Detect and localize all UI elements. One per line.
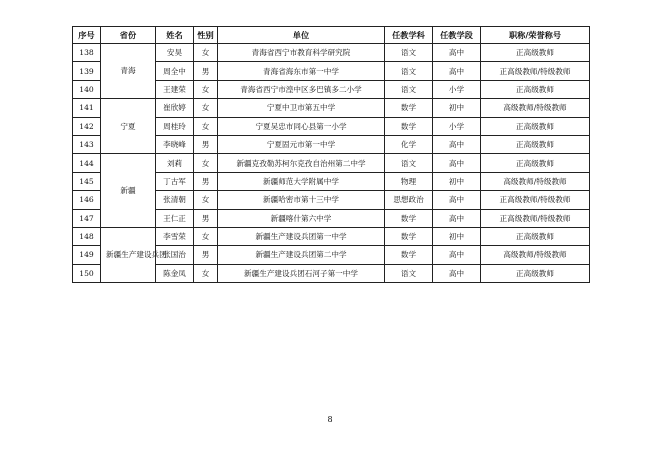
cell-subject: 数学 [385, 209, 433, 227]
cell-name: 张国治 [156, 246, 194, 264]
cell-stage: 高中 [433, 264, 481, 282]
province-label: 新疆生产建设兵团 [106, 250, 167, 260]
cell-seq: 147 [73, 209, 101, 227]
cell-title: 高级教师/特级教师 [481, 99, 590, 117]
header-province: 省份 [101, 27, 156, 44]
cell-title: 正高级教师 [481, 117, 590, 135]
cell-title: 正高级教师 [481, 264, 590, 282]
cell-unit: 宁夏中卫市第五中学 [218, 99, 385, 117]
table-header-row [73, 27, 590, 44]
cell-name: 崔欣婷 [156, 99, 194, 117]
cell-subject: 化学 [385, 135, 433, 153]
cell-seq: 143 [73, 135, 101, 153]
cell-subject: 数学 [385, 99, 433, 117]
cell-stage: 高中 [433, 246, 481, 264]
cell-province [101, 227, 167, 282]
table-row [73, 227, 590, 245]
cell-name: 周桂玲 [156, 117, 194, 135]
header-name: 姓名 [156, 27, 194, 44]
header-stage: 任教学段 [433, 27, 481, 44]
cell-gender: 男 [194, 62, 218, 80]
cell-subject: 数学 [385, 117, 433, 135]
cell-province [101, 44, 156, 99]
cell-seq: 145 [73, 172, 101, 190]
cell-name: 周全中 [156, 62, 194, 80]
cell-gender: 女 [194, 191, 218, 209]
cell-province [101, 154, 156, 228]
cell-subject: 数学 [385, 246, 433, 264]
table-row [73, 154, 590, 172]
province-label: 青海 [120, 66, 136, 76]
header-seq: 序号 [73, 27, 101, 44]
cell-gender: 女 [194, 80, 218, 98]
table-row [73, 99, 590, 117]
table-body [73, 44, 590, 283]
cell-title: 正高级教师 [481, 154, 590, 172]
cell-stage: 高中 [433, 62, 481, 80]
cell-unit: 宁夏固元市第一中学 [218, 135, 385, 153]
cell-subject: 语文 [385, 264, 433, 282]
cell-stage: 小学 [433, 80, 481, 98]
cell-subject: 语文 [385, 80, 433, 98]
cell-stage: 初中 [433, 172, 481, 190]
cell-unit: 新疆生产建设兵团第一中学 [218, 227, 385, 245]
cell-gender: 女 [194, 44, 218, 62]
cell-unit: 宁夏吴忠市同心县第一小学 [218, 117, 385, 135]
cell-title: 正高级教师/特级教师 [481, 209, 590, 227]
header-title: 职称/荣誉称号 [481, 27, 590, 44]
cell-subject: 语文 [385, 62, 433, 80]
cell-gender: 女 [194, 264, 218, 282]
province-label: 宁夏 [120, 121, 136, 131]
cell-title: 正高级教师/特级教师 [481, 191, 590, 209]
cell-stage: 初中 [433, 99, 481, 117]
cell-unit: 新疆生产建设兵团石河子第一中学 [218, 264, 385, 282]
header-unit: 单位 [218, 27, 385, 44]
cell-seq: 146 [73, 191, 101, 209]
cell-stage: 高中 [433, 209, 481, 227]
cell-seq: 150 [73, 264, 101, 282]
cell-gender: 男 [194, 172, 218, 190]
cell-stage: 初中 [433, 227, 481, 245]
cell-subject: 语文 [385, 154, 433, 172]
cell-title: 正高级教师 [481, 44, 590, 62]
cell-stage: 高中 [433, 154, 481, 172]
cell-gender: 男 [194, 135, 218, 153]
cell-subject: 数学 [385, 227, 433, 245]
cell-stage: 小学 [433, 117, 481, 135]
cell-seq: 139 [73, 62, 101, 80]
cell-gender: 男 [194, 246, 218, 264]
cell-title: 正高级教师 [481, 227, 590, 245]
province-label: 新疆 [120, 185, 136, 195]
header-subject: 任教学科 [385, 27, 433, 44]
cell-seq: 144 [73, 154, 101, 172]
cell-unit: 青海省海东市第一中学 [218, 62, 385, 80]
cell-unit: 青海省西宁市教育科学研究院 [218, 44, 385, 62]
cell-stage: 高中 [433, 44, 481, 62]
cell-name: 王仁正 [156, 209, 194, 227]
cell-name: 李晓峰 [156, 135, 194, 153]
table-row [73, 44, 590, 62]
cell-name: 张清朝 [156, 191, 194, 209]
cell-gender: 女 [194, 227, 218, 245]
cell-name: 王建荣 [156, 80, 194, 98]
cell-gender: 女 [194, 117, 218, 135]
header-gender: 性别 [194, 27, 218, 44]
cell-name: 丁古军 [156, 172, 194, 190]
cell-gender: 女 [194, 154, 218, 172]
cell-seq: 138 [73, 44, 101, 62]
cell-unit: 新疆克孜勒苏柯尔克孜自治州第二中学 [218, 154, 385, 172]
cell-name: 李雪荣 [156, 227, 194, 245]
cell-name: 陈金凤 [156, 264, 194, 282]
cell-gender: 男 [194, 209, 218, 227]
cell-unit: 新疆师范大学附属中学 [218, 172, 385, 190]
cell-stage: 高中 [433, 135, 481, 153]
teacher-table [72, 26, 590, 283]
cell-unit: 新疆喀什第六中学 [218, 209, 385, 227]
cell-name: 刘莉 [156, 154, 194, 172]
cell-title: 正高级教师/特级教师 [481, 62, 590, 80]
cell-gender: 女 [194, 99, 218, 117]
cell-seq: 140 [73, 80, 101, 98]
cell-title: 正高级教师 [481, 80, 590, 98]
cell-province [101, 99, 156, 154]
cell-seq: 141 [73, 99, 101, 117]
cell-seq: 149 [73, 246, 101, 264]
page-number: 8 [327, 415, 333, 424]
cell-seq: 148 [73, 227, 101, 245]
cell-seq: 142 [73, 117, 101, 135]
cell-subject: 思想政治 [385, 191, 433, 209]
cell-title: 高级教师/特级教师 [481, 246, 590, 264]
cell-name: 安昊 [156, 44, 194, 62]
cell-unit: 新疆生产建设兵团第二中学 [218, 246, 385, 264]
cell-title: 正高级教师 [481, 135, 590, 153]
cell-subject: 物理 [385, 172, 433, 190]
cell-unit: 青海省西宁市湟中区多巴镇多二小学 [218, 80, 385, 98]
cell-subject: 语文 [385, 44, 433, 62]
cell-stage: 高中 [433, 191, 481, 209]
cell-unit: 新疆哈密市第十三中学 [218, 191, 385, 209]
cell-title: 高级教师/特级教师 [481, 172, 590, 190]
